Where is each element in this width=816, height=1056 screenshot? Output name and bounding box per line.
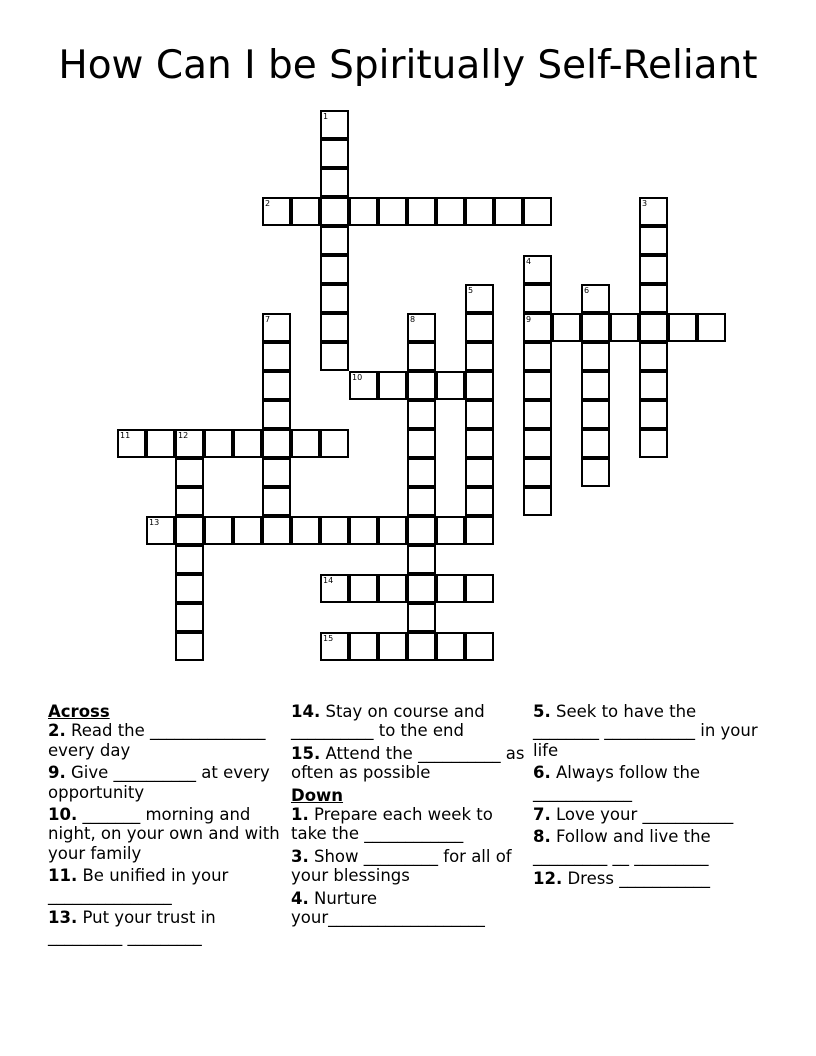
grid-cell[interactable] — [204, 429, 233, 458]
grid-cell[interactable] — [320, 139, 349, 168]
grid-cell[interactable] — [262, 516, 291, 545]
down-clue — [533, 702, 763, 760]
clue-number-label: 4 — [526, 257, 532, 266]
clue-number-label: 15 — [323, 634, 334, 643]
clue-number: 8. — [533, 827, 551, 847]
clue-number: 3. — [291, 846, 309, 866]
grid-cell[interactable] — [291, 516, 320, 545]
grid-cell[interactable] — [320, 429, 349, 458]
down-clue — [291, 805, 529, 844]
grid-cell[interactable] — [378, 197, 407, 226]
across-clue — [48, 805, 283, 863]
grid-cell[interactable] — [320, 168, 349, 197]
clue-text: Attend the __________ as often as possible — [291, 743, 525, 783]
grid-cell[interactable] — [349, 574, 378, 603]
grid-cell[interactable] — [581, 458, 610, 487]
grid-cell[interactable] — [436, 574, 465, 603]
grid-cell[interactable] — [349, 516, 378, 545]
grid-cell[interactable] — [233, 429, 262, 458]
grid-cell[interactable] — [523, 342, 552, 371]
clue-number-label: 2 — [265, 199, 271, 208]
across-clue — [48, 763, 283, 802]
clue-column-1 — [48, 702, 283, 950]
grid-cell[interactable] — [639, 284, 668, 313]
grid-cell[interactable] — [581, 313, 610, 342]
grid-cell[interactable] — [320, 342, 349, 371]
grid-cell[interactable] — [465, 487, 494, 516]
grid-cell[interactable] — [175, 545, 204, 574]
down-clue — [533, 763, 763, 802]
grid-cell[interactable] — [291, 429, 320, 458]
clue-number: 6. — [533, 763, 551, 783]
clue-number-label: 3 — [642, 199, 648, 208]
grid-cell[interactable] — [349, 371, 378, 400]
grid-cell[interactable] — [407, 429, 436, 458]
grid-cell[interactable] — [436, 197, 465, 226]
grid-cell[interactable] — [610, 313, 639, 342]
clue-number: 4. — [291, 888, 309, 908]
clue-number-label: 10 — [352, 373, 363, 382]
grid-cell[interactable] — [378, 632, 407, 661]
across-clue — [48, 908, 283, 947]
grid-cell[interactable] — [117, 429, 146, 458]
grid-cell[interactable] — [175, 574, 204, 603]
grid-cell[interactable] — [436, 632, 465, 661]
clue-number-label: 5 — [468, 286, 474, 295]
grid-cell[interactable] — [378, 516, 407, 545]
grid-cell[interactable] — [465, 197, 494, 226]
grid-cell[interactable] — [407, 197, 436, 226]
clue-text: Love your ___________ — [550, 805, 734, 825]
clue-text: Prepare each week to take the ____________ — [291, 805, 493, 844]
grid-cell[interactable] — [407, 516, 436, 545]
clue-number-label: 13 — [149, 518, 160, 527]
grid-cell[interactable] — [233, 516, 262, 545]
clue-number-label: 11 — [120, 431, 131, 440]
grid-cell[interactable] — [581, 400, 610, 429]
grid-cell[interactable] — [465, 284, 494, 313]
grid-cell[interactable] — [262, 371, 291, 400]
grid-cell[interactable] — [639, 226, 668, 255]
down-clue — [291, 847, 529, 886]
grid-cell[interactable] — [175, 487, 204, 516]
grid-cell[interactable] — [262, 487, 291, 516]
clue-text: Seek to have the ________ ___________ in your life — [533, 702, 758, 760]
clue-text: Read the ______________ every day — [48, 721, 266, 760]
across-clue — [291, 744, 529, 783]
clue-column-2 — [291, 702, 529, 930]
grid-cell[interactable] — [465, 371, 494, 400]
clue-number: 1. — [291, 805, 309, 825]
clue-number-label: 12 — [178, 431, 189, 440]
grid-cell[interactable] — [639, 197, 668, 226]
grid-cell[interactable] — [407, 371, 436, 400]
grid-cell[interactable] — [494, 197, 523, 226]
clue-number: 5. — [533, 702, 551, 721]
grid-cell[interactable] — [146, 516, 175, 545]
grid-cell[interactable] — [465, 342, 494, 371]
grid-cell[interactable] — [552, 313, 581, 342]
grid-cell[interactable] — [320, 574, 349, 603]
grid-cell[interactable] — [436, 516, 465, 545]
grid-cell[interactable] — [407, 574, 436, 603]
clue-number-label: 14 — [323, 576, 334, 585]
grid-cell[interactable] — [639, 342, 668, 371]
down-clue — [291, 889, 529, 928]
grid-cell[interactable] — [581, 342, 610, 371]
grid-cell[interactable] — [523, 400, 552, 429]
clue-number: 11. — [48, 866, 78, 886]
clue-number: 7. — [533, 805, 551, 825]
clue-number-label: 7 — [265, 315, 271, 324]
clue-text: _______ morning and night, on your own and with your family — [48, 805, 280, 863]
grid-cell[interactable] — [320, 255, 349, 284]
grid-cell[interactable] — [523, 255, 552, 284]
grid-cell[interactable] — [523, 371, 552, 400]
grid-cell[interactable] — [349, 197, 378, 226]
grid-cell[interactable] — [262, 197, 291, 226]
grid-cell[interactable] — [523, 487, 552, 516]
grid-cell[interactable] — [378, 574, 407, 603]
grid-cell[interactable] — [262, 458, 291, 487]
clue-number: 14. — [291, 702, 321, 721]
grid-cell[interactable] — [320, 516, 349, 545]
grid-cell[interactable] — [407, 400, 436, 429]
grid-cell[interactable] — [378, 371, 407, 400]
grid-cell[interactable] — [523, 429, 552, 458]
grid-cell[interactable] — [175, 603, 204, 632]
grid-cell[interactable] — [523, 284, 552, 313]
grid-cell[interactable] — [465, 313, 494, 342]
clue-number-label: 8 — [410, 315, 416, 324]
grid-cell[interactable] — [465, 516, 494, 545]
grid-cell[interactable] — [262, 400, 291, 429]
clue-text: Show _________ for all of your blessings — [291, 846, 512, 886]
clue-text: Dress ___________ — [562, 869, 710, 889]
grid-cell[interactable] — [523, 197, 552, 226]
grid-cell[interactable] — [320, 110, 349, 139]
grid-cell[interactable] — [639, 429, 668, 458]
grid-cell[interactable] — [581, 371, 610, 400]
clue-text: Be unified in your _______________ — [48, 866, 229, 905]
clue-number: 15. — [291, 743, 321, 763]
clue-number-label: 9 — [526, 315, 532, 324]
grid-cell[interactable] — [407, 458, 436, 487]
grid-cell[interactable] — [639, 255, 668, 284]
grid-cell[interactable] — [204, 516, 233, 545]
clue-text: Nurture your___________________ — [291, 888, 485, 928]
grid-cell[interactable] — [465, 458, 494, 487]
grid-cell[interactable] — [523, 313, 552, 342]
grid-cell[interactable] — [262, 342, 291, 371]
grid-cell[interactable] — [639, 313, 668, 342]
grid-cell[interactable] — [581, 429, 610, 458]
clue-text: Follow and live the _________ __ _________ — [533, 827, 711, 866]
grid-cell[interactable] — [407, 342, 436, 371]
grid-cell[interactable] — [320, 226, 349, 255]
clue-number-label: 1 — [323, 112, 329, 121]
grid-cell[interactable] — [175, 429, 204, 458]
grid-cell[interactable] — [349, 632, 378, 661]
clue-text: Stay on course and __________ to the end — [291, 702, 485, 741]
grid-cell[interactable] — [262, 313, 291, 342]
grid-cell[interactable] — [407, 632, 436, 661]
clue-text: Always follow the ____________ — [533, 763, 701, 802]
grid-cell[interactable] — [465, 574, 494, 603]
clue-number: 10. — [48, 805, 78, 825]
across-clue — [48, 721, 283, 760]
down-header: Down — [291, 785, 344, 805]
grid-cell[interactable] — [175, 458, 204, 487]
grid-cell[interactable] — [465, 429, 494, 458]
grid-cell[interactable] — [262, 429, 291, 458]
clue-number: 9. — [48, 763, 66, 783]
grid-cell[interactable] — [581, 284, 610, 313]
grid-cell[interactable] — [175, 516, 204, 545]
across-header: Across — [48, 702, 110, 721]
grid-cell[interactable] — [465, 632, 494, 661]
grid-cell[interactable] — [668, 313, 697, 342]
grid-cell[interactable] — [320, 197, 349, 226]
grid-cell[interactable] — [407, 603, 436, 632]
grid-cell[interactable] — [320, 313, 349, 342]
clue-number-label: 6 — [584, 286, 590, 295]
grid-cell[interactable] — [320, 632, 349, 661]
clue-column-3 — [533, 702, 763, 892]
grid-cell[interactable] — [407, 545, 436, 574]
clue-number: 2. — [48, 721, 66, 741]
clue-text: Put your trust in _________ _________ — [48, 908, 216, 947]
grid-cell[interactable] — [175, 632, 204, 661]
clue-number: 12. — [533, 869, 563, 889]
grid-cell[interactable] — [465, 400, 494, 429]
grid-cell[interactable] — [320, 284, 349, 313]
grid-cell[interactable] — [639, 400, 668, 429]
clue-text: Give __________ at every opportunity — [48, 763, 270, 802]
down-clue — [533, 827, 763, 866]
grid-cell[interactable] — [436, 371, 465, 400]
down-clue — [533, 805, 763, 824]
grid-cell[interactable] — [407, 313, 436, 342]
down-clue — [533, 869, 763, 888]
clue-number: 13. — [48, 908, 78, 928]
puzzle-title: How Can I be Spiritually Self-Reliant — [58, 43, 758, 88]
across-clue — [48, 866, 283, 905]
grid-cell[interactable] — [639, 371, 668, 400]
grid-cell[interactable] — [407, 487, 436, 516]
grid-cell[interactable] — [523, 458, 552, 487]
grid-cell[interactable] — [291, 197, 320, 226]
grid-cell[interactable] — [146, 429, 175, 458]
across-clue — [291, 702, 529, 741]
grid-cell[interactable] — [697, 313, 726, 342]
